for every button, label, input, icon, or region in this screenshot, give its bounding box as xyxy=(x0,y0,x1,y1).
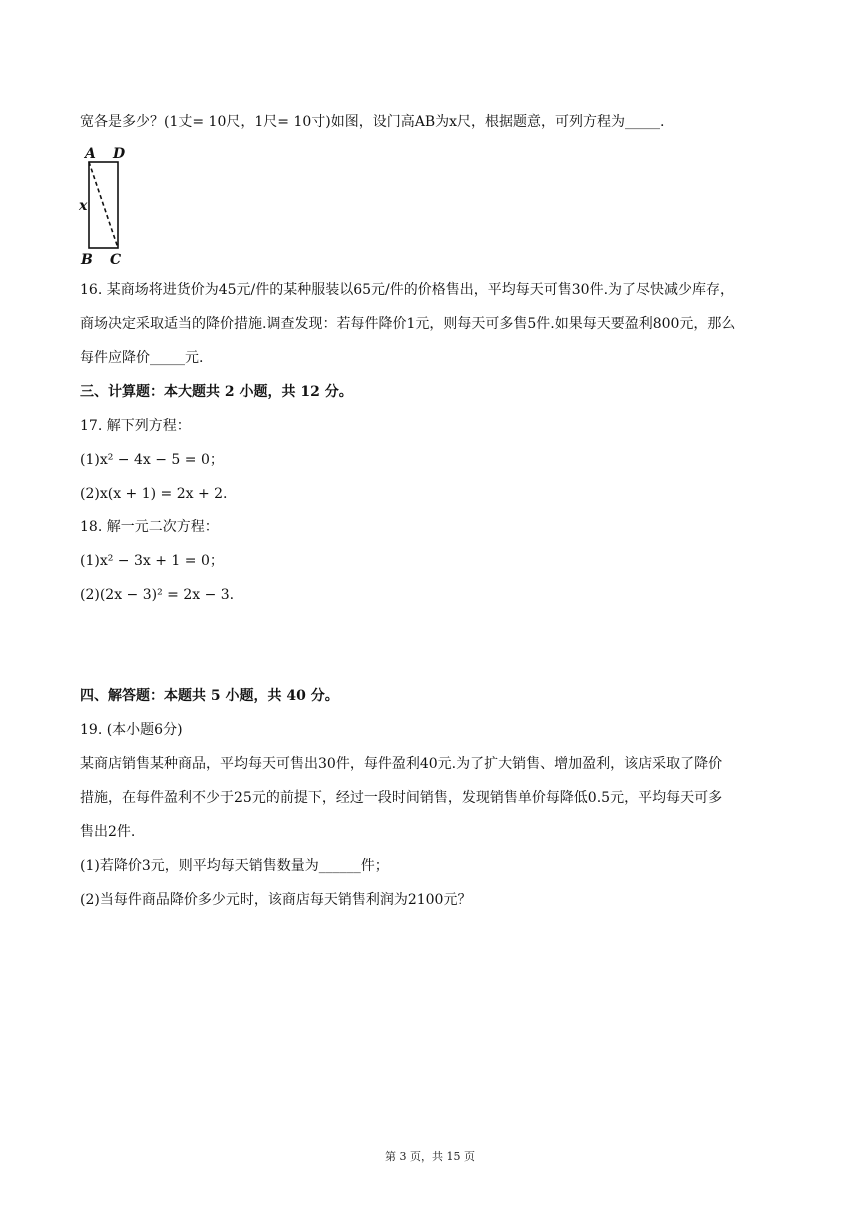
label-x: x xyxy=(79,198,88,214)
question-19-title: 19. (本小题6分) xyxy=(80,722,183,738)
question-18-stem: 18. 解一元二次方程： xyxy=(80,519,219,535)
question-19-line-2: 措施，在每件盈利不少于25元的前提下，经过一段时间销售，发现销售单价每降低0.5元，平均每天可多 xyxy=(80,790,723,806)
question-17-part-1: (1)x² − 4x − 5 = 0； xyxy=(80,452,224,468)
question-19-part-1: (1)若降价3元，则平均每天销售数量为______件； xyxy=(80,858,389,874)
question-16-line-3: 每件应降价_____元. xyxy=(80,350,204,366)
door-diagonal xyxy=(89,162,118,248)
question-19-line-1: 某商店销售某种商品，平均每天可售出30件，每件盈利40元.为了扩大销售、增加盈利，该店采取了降价 xyxy=(80,756,723,772)
label-d: D xyxy=(113,146,126,162)
label-b: B xyxy=(81,252,93,268)
question-16-line-1: 16. 某商场将进货价为45元/件的某种服装以65元/件的价格售出，平均每天可售30件.为了尽快减少库存， xyxy=(80,282,735,298)
question-15-continuation: 宽各是多少？(1丈= 10尺，1尺= 10寸)如图，设门高AB为x尺，根据题意，可列方程为_____. xyxy=(80,114,665,130)
section-3-heading: 三、计算题：本大题共 2 小题，共 12 分。 xyxy=(80,384,353,400)
question-19-line-3: 售出2件. xyxy=(80,824,136,840)
question-16-line-2: 商场决定采取适当的降价措施.调查发现：若每件降价1元，则每天可多售5件.如果每天要盈利800元，那么 xyxy=(80,316,736,332)
label-a: A xyxy=(85,146,96,162)
question-19-part-2: (2)当每件商品降价多少元时，该商店每天销售利润为2100元？ xyxy=(80,892,472,908)
question-18-part-2: (2)(2x − 3)² = 2x − 3. xyxy=(80,587,235,603)
label-c: C xyxy=(110,252,122,268)
question-17-part-2: (2)x(x + 1) = 2x + 2. xyxy=(80,486,228,502)
question-17-stem: 17. 解下列方程： xyxy=(80,418,191,434)
section-4-heading: 四、解答题：本题共 5 小题，共 40 分。 xyxy=(80,688,339,704)
door-rectangle-figure xyxy=(76,142,136,268)
question-18-part-1: (1)x² − 3x + 1 = 0； xyxy=(80,553,224,569)
page-footer: 第 3 页，共 15 页 xyxy=(385,1150,475,1163)
